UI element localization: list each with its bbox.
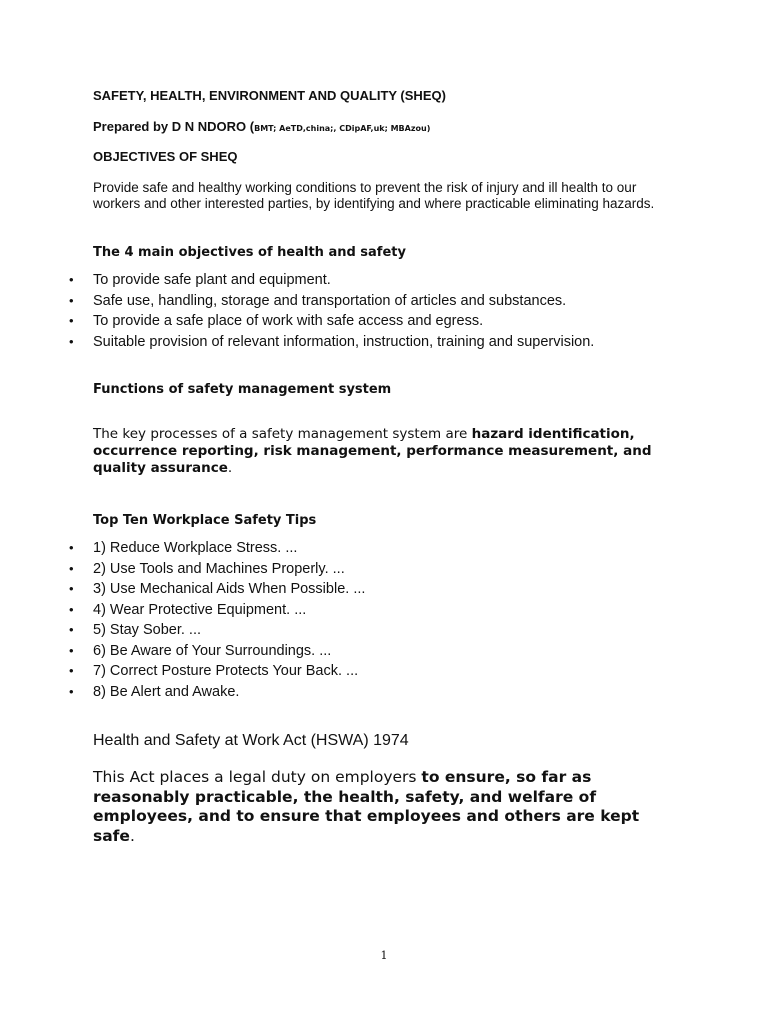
list-item: • 3) Use Mechanical Aids When Possible. ...	[93, 579, 693, 600]
list-item: • 7) Correct Posture Protects Your Back. ...	[93, 661, 693, 682]
act-text: This Act places a legal duty on employers to ensure, so far as reasonably practicable, the health, safety, and welfare of employees, and to ensure that employees and others are kept safe.	[93, 768, 640, 845]
bullet: •	[69, 601, 74, 617]
objectives-heading: OBJECTIVES OF SHEQ	[93, 149, 238, 164]
page-number: 1	[380, 949, 388, 962]
bullet: •	[69, 581, 74, 596]
document-title: SAFETY, HEALTH, ENVIRONMENT AND QUALITY (SHEQ)	[93, 88, 446, 103]
bullet: •	[69, 683, 74, 699]
prepared-by: Prepared by D N NDORO (	[93, 119, 255, 134]
bullet: •	[69, 560, 74, 576]
safety-tips-list	[69, 538, 693, 702]
bullet: •	[69, 292, 74, 308]
act-heading: Health and Safety at Work Act (HSWA) 1974	[93, 732, 409, 749]
functions-key-processes: hazard identification, occurrence reporting, risk management, performance measurement, and quality assurance	[93, 426, 652, 476]
functions-heading: Functions of safety management system	[93, 382, 392, 397]
list-item: • To provide a safe place of work with safe access and egress.	[93, 311, 693, 332]
bullet: •	[69, 622, 74, 637]
tips-heading: Top Ten Workplace Safety Tips	[93, 513, 317, 528]
bullet: •	[69, 313, 74, 328]
objectives-text: Provide safe and healthy working conditions to prevent the risk of injury and ill health to our workers and other interested parties, by identifying and where practicable eliminating hazards.	[93, 180, 655, 211]
author-credentials: BMT; AeTD,china;, CDipAF,uk; MBAzou)	[254, 124, 431, 133]
main-objectives-heading: The 4 main objectives of health and safety	[93, 245, 406, 260]
list-item: • 6) Be Aware of Your Surroundings. ...	[93, 641, 693, 662]
list-item: • 1) Reduce Workplace Stress. ...	[93, 538, 693, 559]
list-item: • 5) Stay Sober. ...	[93, 620, 693, 641]
list-item: • Suitable provision of relevant information, instruction, training and supervision.	[93, 332, 693, 353]
main-objectives-list	[69, 270, 693, 352]
list-item: • 2) Use Tools and Machines Properly. ...	[93, 559, 693, 580]
bullet: •	[69, 642, 74, 658]
bullet: •	[69, 333, 74, 349]
list-item: • 8) Be Alert and Awake.	[93, 682, 693, 703]
bullet: •	[69, 272, 74, 287]
list-item: • 4) Wear Protective Equipment. ...	[93, 600, 693, 621]
author-line	[93, 119, 430, 134]
bullet: •	[69, 663, 74, 678]
act-duty-text: to ensure, so far as reasonably practicable, the health, safety, and welfare of employees, and to ensure that employees and others are kept safe	[93, 768, 640, 845]
list-item: • To provide safe plant and equipment.	[93, 270, 693, 291]
bullet: •	[69, 540, 74, 555]
functions-text: The key processes of a safety management system are hazard identification, occurrence reporting, risk management, performance measurement, and quality assurance.	[93, 426, 652, 476]
list-item: • Safe use, handling, storage and transportation of articles and substances.	[93, 291, 693, 312]
